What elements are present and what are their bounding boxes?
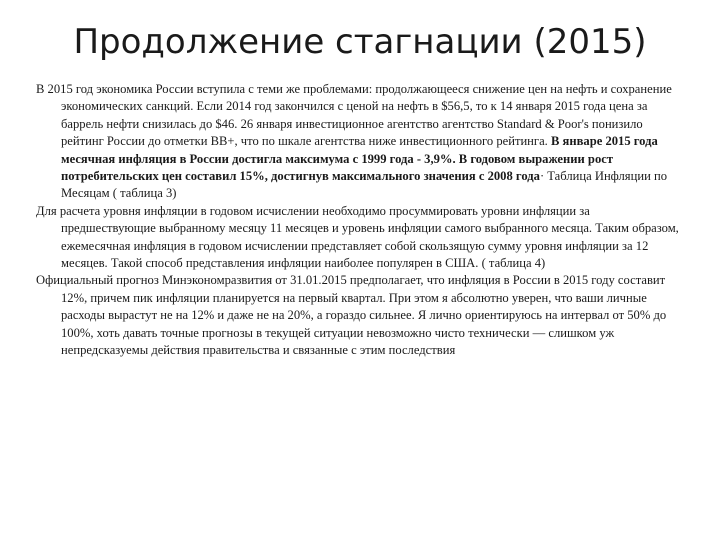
paragraph-inflation-calculation [36, 203, 686, 273]
text-segment: В 2015 год экономика России вступила с теми же проблемами: продолжающееся снижение цен на нефть и сохранение экономических санкций. Если 2014 год закончился с ценой на нефть в $56,5, то к 14 января 2015 года цена за баррель нефти снизилась до $46. 26 января инвестиционное агентство агентство Standard & Poor's понизило рейтинг России до отметки BB+, что по шкале агентства ниже инвестиционного рейтинга. [36, 82, 672, 149]
slide-title: Продолжение стагнации (2015) [73, 22, 647, 62]
text-segment: Официальный прогноз Минэкономразвития от 31.01.2015 предполагает, что инфляция в России в 2015 году составит 12%, причем пик инфляции планируется на первый квартал. При этом я абсолютно уверен, что ваши личные расходы вырастут не на 12% и даже не на 20%, а гораздо сильнее. Я лично ориентируюсь на интервал от 50% до 100%, хоть давать точные прогнозы в текущей ситуации невозможно чисто технически — слишком уж непредсказуемы действия правительства и связанные с этим последствия [36, 273, 667, 358]
slide-body [36, 81, 686, 360]
text-segment: · Таблица Инфляции по Месяцам ( таблица 3) [61, 169, 668, 201]
paragraph-economy-2015 [36, 81, 686, 203]
text-segment-bold: В январе 2015 года месячная инфляция в России достигла максимума с 1999 года - 3,9%. В годовом выражении рост потребительских цен составил 15%, достигнув максимального значения с 2008 года [61, 134, 658, 184]
text-segment: Для расчета уровня инфляции в годовом исчислении необходимо просуммировать уровни инфляции за предшествующие выбранному месяцу 11 месяцев и уровень инфляции самого выбранного месяца. Таким образом, ежемесячная инфляция в годовом исчислении представляет собой скользящую сумму уровня инфляции за 12 месяцев. Такой способ представления инфляции наиболее популярен в США. ( таблица 4) [36, 203, 679, 271]
paragraph-official-forecast [36, 272, 686, 359]
